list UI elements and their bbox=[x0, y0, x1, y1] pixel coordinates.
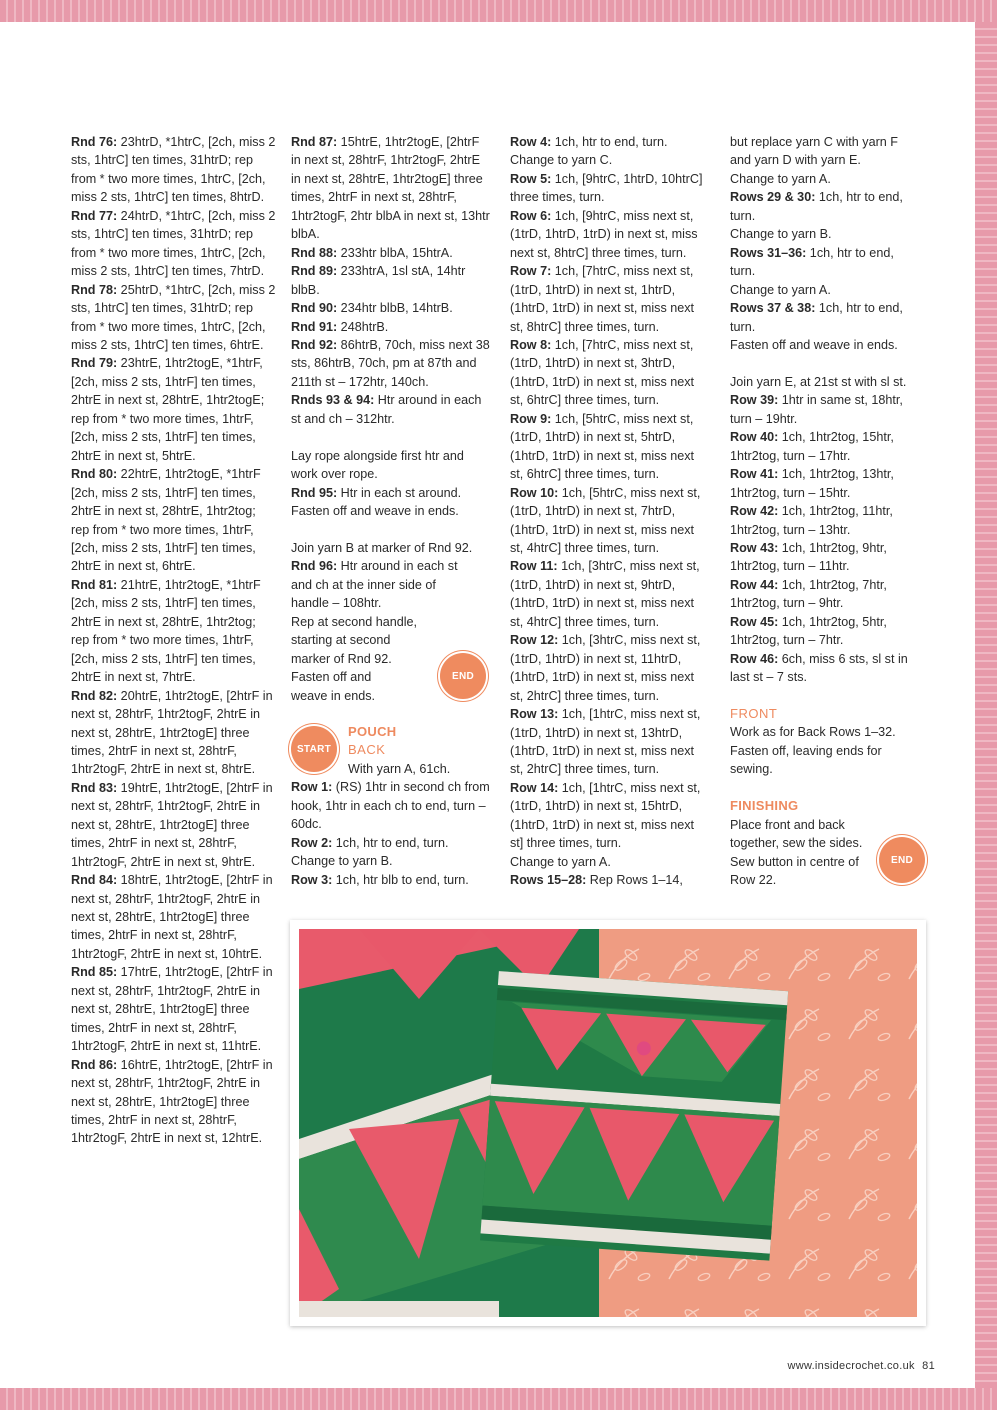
pattern-step bbox=[510, 336, 710, 410]
step-label: Row 7: bbox=[510, 264, 552, 279]
step-text: 1ch, 1htr2tog, 9htr, 1htr2tog, turn – 11htr. bbox=[730, 540, 887, 574]
step-label: Rnd 77: bbox=[71, 208, 118, 223]
step-label: Rnd 79: bbox=[71, 356, 118, 371]
pattern-step bbox=[730, 299, 920, 336]
end-badge: END bbox=[440, 653, 486, 699]
pattern-step bbox=[71, 576, 276, 687]
step-label: Rnd 81: bbox=[71, 577, 118, 592]
step-label: Row 1: bbox=[291, 780, 333, 795]
step-text: 1ch, [3htrC, miss next st, (1trD, 1htrD) in next st, 11htrD, (1htrD, 1trD) in next st, miss next st, 2htrC] three times, turn. bbox=[510, 633, 701, 703]
pattern-step bbox=[730, 613, 920, 650]
round-96 bbox=[291, 557, 471, 612]
pattern-step bbox=[291, 262, 491, 299]
step-text: 15htrE, 1htr2togE, [2htrF in next st, 28htrF, 1htr2togF, 2htrE in next st, 28htrE, 1htr2togE] three times, 2htrF in next st, 28htrF, 1htr2togF, 2htr blbA in next st, 13htr blbA. bbox=[291, 135, 490, 242]
pattern-step bbox=[71, 133, 276, 207]
pattern-step bbox=[510, 207, 710, 262]
decorative-border-bottom bbox=[0, 1388, 997, 1410]
pattern-step bbox=[510, 410, 710, 484]
step-label: Rnd 90: bbox=[291, 301, 338, 316]
pattern-column-3 bbox=[510, 133, 710, 890]
step-label: Rnd 91: bbox=[291, 319, 338, 334]
step-text: 1ch, 1htr2tog, 11htr, 1htr2tog, turn – 13htr. bbox=[730, 504, 893, 537]
fasten-off-text: Fasten off and weave in ends. bbox=[291, 504, 459, 519]
step-text: 86htrB, 70ch, miss next 38 sts, 86htrB, 70ch, pm at 87th and 211th st – 172htr, 140ch. bbox=[291, 337, 490, 389]
step-text: but replace yarn C with yarn F and yarn D with yarn E. bbox=[730, 135, 898, 168]
pattern-step bbox=[71, 281, 276, 355]
rounds-list bbox=[71, 133, 276, 1148]
step-label: Row 5: bbox=[510, 171, 552, 186]
rows-list bbox=[730, 133, 920, 354]
step-label: Rnd 89: bbox=[291, 264, 338, 279]
step-text: 24htrD, *1htrC, [2ch, miss 2 sts, 1htrC] ten times, 31htrD; rep from * two more times, 1htrC, [2ch, miss 2 sts, 1htrC] ten times, 7htrD. bbox=[71, 208, 276, 279]
decorative-border-top bbox=[0, 0, 997, 22]
pouch-photo bbox=[290, 920, 926, 1326]
pattern-step bbox=[510, 853, 710, 871]
fasten-off-text: Fasten off and weave in ends. bbox=[291, 670, 376, 703]
step-text: Change to yarn A. bbox=[730, 282, 831, 297]
step-text: 18htrE, 1htr2togE, [2htrF in next st, 28htrF, 1htr2togF, 2htrE in next st, 28htrE, 1htr2togE] three times, 2htrF in next st, 28htrF, 1htr2togF, 2htrE in next st, 10htrE. bbox=[71, 873, 273, 961]
step-text: 17htrE, 1htr2togE, [2htrF in next st, 28htrF, 1htr2togF, 2htrE in next st, 28htrE, 1htr2togE] three times, 2htrF in next st, 28htrF, 1htr2togF, 2htrE in next st, 11htrE. bbox=[71, 965, 273, 1054]
pattern-step bbox=[71, 687, 276, 779]
rows-list bbox=[730, 391, 920, 686]
step-label: Rnd 87: bbox=[291, 135, 338, 149]
pattern-step bbox=[71, 207, 276, 281]
pattern-step bbox=[291, 299, 491, 317]
pattern-step bbox=[510, 705, 710, 779]
step-text: 1ch, htr blb to end, turn. bbox=[332, 872, 469, 887]
pattern-step bbox=[510, 170, 710, 207]
step-text: 1ch, htr to end, turn. bbox=[730, 190, 903, 223]
join-yarn-b-text: Join yarn B at marker of Rnd 92. bbox=[291, 540, 473, 555]
step-label: Row 41: bbox=[730, 467, 779, 482]
round-95 bbox=[291, 484, 491, 502]
step-label: Row 11: bbox=[510, 559, 558, 574]
pattern-step bbox=[510, 871, 710, 889]
step-text: Htr around in each st and ch – 312htr. bbox=[291, 393, 482, 426]
step-text: 1ch, [7htrC, miss next st, (1trD, 1htrD) in next st, 3htrD, (1htrD, 1trD) in next st, miss next st, 6htrC] three times, turn. bbox=[510, 337, 695, 408]
step-label: Rnd 83: bbox=[71, 780, 118, 795]
pattern-step bbox=[730, 225, 920, 243]
pattern-step bbox=[510, 133, 710, 170]
step-label: Rnd 76: bbox=[71, 135, 118, 149]
step-label: Rnd 85: bbox=[71, 965, 118, 980]
step-text: 1ch, [1htrC, miss next st, (1trD, 1htrD) in next st, 15htrD, (1htrD, 1trD) in next st, miss next st] three times, turn. bbox=[510, 780, 701, 851]
step-text: 1ch, [1htrC, miss next st, (1trD, 1htrD) in next st, 13htrD, (1htrD, 1trD) in next st, miss next st, 2htrC] three times, turn. bbox=[510, 707, 701, 777]
repeat-handle-text: Rep at second handle, starting at second marker of Rnd 92. bbox=[291, 614, 418, 666]
step-text: 23htrE, 1htr2togE, *1htrF, [2ch, miss 2 sts, 1htrF] ten times, 2htrE in next st, 28htrE, 1htr2togE; rep from * two more times, 1htrF, [2ch, miss 2 sts, 1htrF] ten times, 2htrE in next st, 5htrE. bbox=[71, 356, 265, 463]
step-text: 248htrB. bbox=[337, 319, 389, 334]
pattern-step bbox=[291, 133, 491, 244]
step-text: 22htrE, 1htr2togE, *1htrF [2ch, miss 2 sts, 1htrF] ten times, 2htrE in next st, 28htrE, 1htr2tog; rep from * two more times, 1htrF, [2ch, miss 2 sts, 1htrF] ten times, 2htrE in next st, 6htrE. bbox=[71, 467, 261, 574]
start-badge: START bbox=[291, 726, 337, 772]
step-text: 234htr blbB, 14htrB. bbox=[337, 301, 453, 316]
step-label: Row 44: bbox=[730, 577, 779, 592]
step-label: Row 46: bbox=[730, 651, 779, 666]
step-text: Change to yarn B. bbox=[730, 227, 832, 242]
front-heading: FRONT bbox=[730, 706, 778, 722]
pattern-step bbox=[71, 354, 276, 465]
step-label: Row 2: bbox=[291, 835, 333, 850]
step-label: Row 9: bbox=[510, 411, 552, 426]
front-text: Work as for Back Rows 1–32. Fasten off, leaving ends for sewing. bbox=[730, 725, 896, 777]
pattern-column-4 bbox=[730, 133, 920, 890]
pattern-step bbox=[291, 834, 491, 871]
starting-chain-text: With yarn A, 61ch. bbox=[348, 761, 451, 776]
pattern-step bbox=[730, 281, 920, 299]
pattern-step bbox=[730, 502, 920, 539]
step-text: 1ch, 1htr2tog, 5htr, 1htr2tog, turn – 7htr. bbox=[730, 614, 887, 648]
page-number: 81 bbox=[922, 1360, 935, 1372]
pattern-step bbox=[730, 336, 920, 354]
finishing-heading: FINISHING bbox=[730, 798, 799, 814]
pattern-step bbox=[71, 779, 276, 871]
decorative-border-right bbox=[975, 22, 997, 1388]
step-label: Rnd 84: bbox=[71, 873, 118, 888]
rounds-list bbox=[291, 133, 491, 428]
pattern-step bbox=[730, 576, 920, 613]
step-text: 1ch, htr to end, turn. bbox=[730, 301, 903, 334]
back-subheading: BACK bbox=[348, 742, 386, 758]
pattern-step bbox=[510, 631, 710, 705]
pattern-step bbox=[291, 244, 491, 262]
pattern-step bbox=[71, 963, 276, 1055]
step-label: Row 45: bbox=[730, 614, 779, 629]
pattern-column-1 bbox=[71, 133, 276, 1148]
step-text: 23htrD, *1htrC, [2ch, miss 2 sts, 1htrC] ten times, 31htrD; rep from * two more times, 1htrC, [2ch, miss 2 sts, 1htrC] ten times, 8htrD. bbox=[71, 135, 276, 205]
step-label: Row 43: bbox=[730, 540, 779, 555]
pattern-step bbox=[510, 484, 710, 558]
step-label: Rnd 86: bbox=[71, 1057, 118, 1072]
step-text: 19htrE, 1htr2togE, [2htrF in next st, 28htrF, 1htr2togF, 2htrE in next st, 28htrE, 1htr2togE] three times, 2htrF in next st, 28htrF, 1htr2togF, 2htrE in next st, 9htrE. bbox=[71, 780, 273, 869]
step-label: Rnd 88: bbox=[291, 245, 338, 260]
round-text: Htr around in each st and ch at the inner side of handle – 108htr. bbox=[291, 559, 458, 611]
step-label: Row 40: bbox=[730, 430, 779, 445]
step-text: 1ch, [3htrC, miss next st, (1trD, 1htrD) in next st, 9htrD, (1htrD, 1trD) in next st, miss next st, 4htrC] three times, turn. bbox=[510, 559, 700, 629]
step-text: 6ch, miss 6 sts, sl st in last st – 7 sts. bbox=[730, 651, 908, 685]
pattern-step bbox=[291, 871, 491, 889]
pouch-heading: POUCH bbox=[348, 724, 397, 740]
step-text: 21htrE, 1htr2togE, *1htrF [2ch, miss 2 sts, 1htrF] ten times, 2htrE in next st, 28htrE, 1htr2tog; rep from * two more times, 1htrF, [2ch, miss 2 sts, 1htrF] ten times, 2htrE in next st, 7htrE. bbox=[71, 577, 261, 685]
step-label: Rows 31–36: bbox=[730, 245, 807, 260]
pattern-step bbox=[291, 778, 491, 833]
pattern-step bbox=[730, 188, 920, 225]
pattern-step bbox=[730, 539, 920, 576]
step-text: 1ch, [7htrC, miss next st, (1trD, 1htrD) in next st, 1htrD, (1htrD, 1trD) in next st, miss next st, 8htrC] three times, turn. bbox=[510, 264, 695, 334]
step-label: Row 13: bbox=[510, 707, 559, 722]
step-text: 233htr blbA, 15htrA. bbox=[337, 245, 453, 260]
step-text: 1ch, htr to end, turn. Change to yarn C. bbox=[510, 135, 668, 168]
step-text: 1ch, htr to end, turn. Change to yarn B. bbox=[291, 835, 449, 869]
step-label: Row 14: bbox=[510, 780, 559, 795]
step-label: Rnd 82: bbox=[71, 688, 118, 703]
pattern-step bbox=[510, 779, 710, 853]
pattern-step bbox=[730, 650, 920, 687]
pattern-step bbox=[71, 871, 276, 963]
step-label: Rnd 92: bbox=[291, 337, 338, 352]
step-label: Rnd 78: bbox=[71, 282, 118, 297]
pattern-step bbox=[510, 262, 710, 336]
step-label: Row 42: bbox=[730, 504, 779, 519]
pattern-step bbox=[510, 557, 710, 631]
step-text: Change to yarn A. bbox=[510, 854, 611, 869]
crochet-pouch-image bbox=[299, 929, 917, 1317]
step-label: Row 8: bbox=[510, 337, 552, 352]
pattern-step bbox=[291, 318, 491, 336]
step-text: 1ch, [5htrC, miss next st, (1trD, 1htrD) in next st, 5htrD, (1htrD, 1trD) in next st, miss next st, 6htrC] three times, turn. bbox=[510, 411, 695, 482]
step-text: (RS) 1htr in second ch from hook, 1htr in each ch to end, turn – 60dc. bbox=[291, 780, 490, 832]
pattern-step bbox=[730, 244, 920, 281]
step-text: 1ch, [9htrC, 1htrD, 10htrC] three times, turn. bbox=[510, 171, 703, 205]
finishing-text: Place front and back together, sew the sides. Sew button in centre of Row 22. bbox=[730, 817, 863, 888]
rows-list bbox=[291, 778, 491, 889]
pattern-step bbox=[730, 133, 920, 170]
step-text: 233htrA, 1sl stA, 14htr blbB. bbox=[291, 264, 466, 297]
step-label: Row 10: bbox=[510, 485, 559, 500]
step-text: 1ch, 1htr2tog, 15htr, 1htr2tog, turn – 17htr. bbox=[730, 430, 894, 463]
step-text: Change to yarn A. bbox=[730, 171, 831, 186]
rows-list bbox=[510, 133, 710, 890]
step-text: 1ch, [5htrC, miss next st, (1trD, 1htrD) in next st, 7htrD, (1htrD, 1trD) in next st, miss next st, 4htrC] three times, turn. bbox=[510, 485, 701, 555]
pattern-step bbox=[730, 170, 920, 188]
step-text: 1ch, 1htr2tog, 7htr, 1htr2tog, turn – 9htr. bbox=[730, 577, 887, 611]
step-label: Rows 37 & 38: bbox=[730, 301, 816, 316]
step-label: Row 4: bbox=[510, 135, 552, 149]
round-text: Htr in each st around. bbox=[337, 485, 462, 500]
page-footer bbox=[787, 1360, 935, 1372]
step-text: Fasten off and weave in ends. bbox=[730, 337, 898, 352]
step-label: Rnds 93 & 94: bbox=[291, 393, 375, 408]
step-text: 1ch, 1htr2tog, 13htr, 1htr2tog, turn – 15htr. bbox=[730, 467, 894, 500]
step-label: Row 39: bbox=[730, 393, 779, 408]
pattern-step bbox=[730, 428, 920, 465]
website-url: www.insidecrochet.co.uk bbox=[787, 1360, 915, 1372]
pattern-column-2 bbox=[291, 133, 491, 889]
step-label: Rnd 80: bbox=[71, 467, 118, 482]
rope-instruction: Lay rope alongside first htr and work over rope. bbox=[291, 448, 464, 482]
step-label: Row 3: bbox=[291, 872, 333, 887]
end-badge: END bbox=[879, 837, 925, 883]
step-text: 16htrE, 1htr2togE, [2htrF in next st, 28htrF, 1htr2togF, 2htrE in next st, 28htrE, 1htr2togE] three times, 2htrF in next st, 28htrF, 1htr2togF, 2htrE in next st, 12htrE. bbox=[71, 1057, 273, 1146]
pattern-step bbox=[291, 336, 491, 391]
step-text: 25htrD, *1htrC, [2ch, miss 2 sts, 1htrC] ten times, 31htrD; rep from * two more times, 1htrC, [2ch, miss 2 sts, 1htrC] ten times, 6htrE. bbox=[71, 282, 276, 352]
pattern-step bbox=[291, 391, 491, 428]
pattern-step bbox=[730, 391, 920, 428]
step-text: 20htrE, 1htr2togE, [2htrF in next st, 28htrF, 1htr2togF, 2htrE in next st, 28htrE, 1htr2togE] three times, 2htrF in next st, 28htrF, 1htr2togF, 2htrE in next st, 8htrE. bbox=[71, 688, 273, 777]
step-label: Rows 29 & 30: bbox=[730, 190, 816, 205]
pattern-step bbox=[730, 465, 920, 502]
join-yarn-e-text: Join yarn E, at 21st st with sl st. bbox=[730, 374, 907, 389]
step-text: Rep Rows 1–14, bbox=[586, 873, 683, 888]
step-text: 1htr in same st, 18htr, turn – 19htr. bbox=[730, 393, 903, 426]
pattern-step bbox=[71, 1056, 276, 1148]
step-label: Row 12: bbox=[510, 633, 559, 648]
pattern-step bbox=[71, 465, 276, 576]
step-text: 1ch, [9htrC, miss next st, (1trD, 1htrD, 1trD) in next st, miss next st, 8htrC] three times, turn. bbox=[510, 208, 698, 260]
step-label: Rows 15–28: bbox=[510, 873, 587, 888]
step-text: 1ch, htr to end, turn. bbox=[730, 245, 894, 279]
step-label: Row 6: bbox=[510, 208, 552, 223]
round-label: Rnd 96: bbox=[291, 559, 338, 574]
round-label: Rnd 95: bbox=[291, 485, 338, 500]
